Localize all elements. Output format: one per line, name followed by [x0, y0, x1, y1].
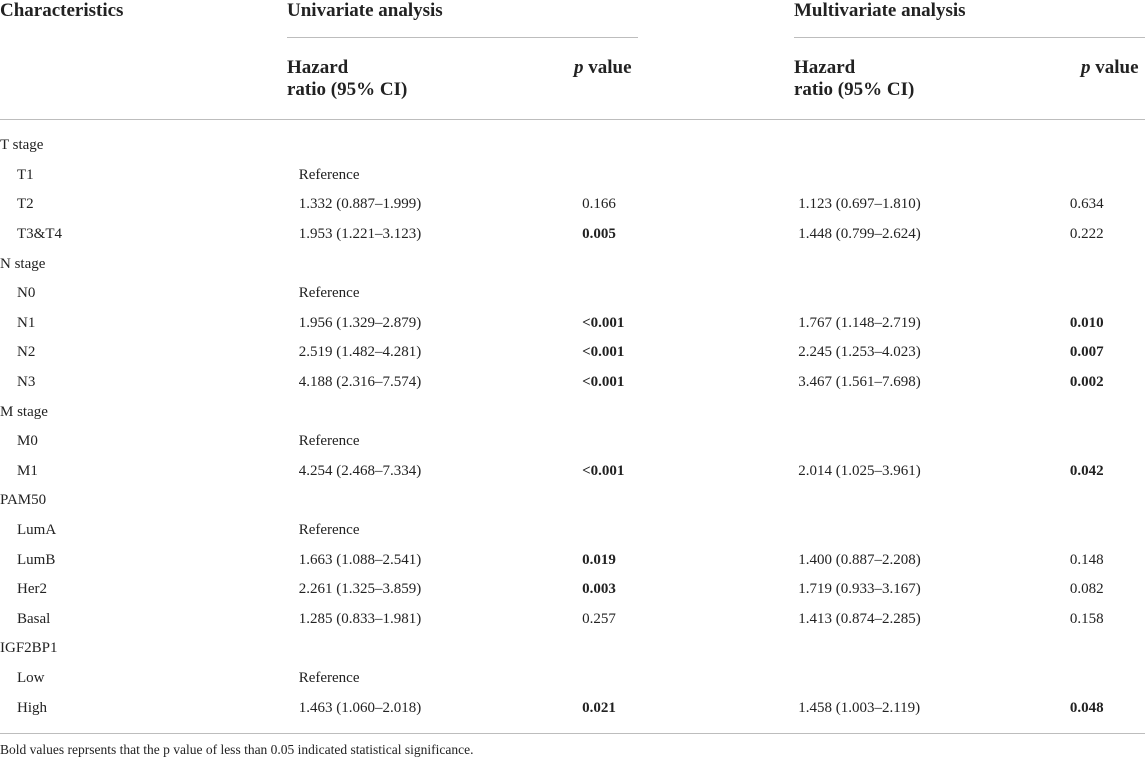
table-row	[0, 368, 1145, 398]
header-multi-hr-line2: ratio (95% CI)	[794, 79, 915, 100]
multi-hr-cell: 1.448 (0.799–2.624)	[798, 226, 921, 243]
uni-p-cell	[582, 279, 798, 309]
table-row	[0, 279, 1145, 309]
uni-hr-cell: Reference	[298, 522, 360, 539]
row-label: M1	[17, 462, 38, 479]
group-row	[0, 634, 1145, 664]
multi-p-cell: 0.007	[1069, 344, 1104, 361]
header-univariate: Univariate analysis	[287, 0, 443, 21]
header-multi-p-italic: p	[1081, 57, 1091, 78]
uni-hr-cell: 2.519 (1.482–4.281)	[298, 344, 422, 361]
row-label: Basal	[17, 610, 51, 627]
multi-p-cell	[1070, 161, 1145, 191]
uni-hr-cell: 1.953 (1.221–3.123)	[298, 226, 422, 243]
uni-hr-cell: 4.188 (2.316–7.574)	[298, 374, 422, 391]
uni-hr-cell: Reference	[298, 285, 360, 302]
multi-p-cell	[1070, 486, 1145, 516]
table-row	[0, 693, 1145, 723]
multi-p-cell: 0.222	[1069, 226, 1104, 243]
uni-hr-cell: 1.663 (1.088–2.541)	[298, 551, 422, 568]
row-label: T1	[17, 166, 34, 183]
uni-p-cell: <0.001	[582, 374, 625, 391]
row-label: M0	[17, 433, 38, 450]
header-uni-p-italic: p	[574, 57, 584, 78]
uni-hr-cell: Reference	[298, 166, 360, 183]
row-label: PAM50	[0, 492, 47, 509]
multi-hr-cell: 1.400 (0.887–2.208)	[798, 551, 921, 568]
uni-p-cell	[582, 427, 798, 457]
multi-p-cell	[1070, 279, 1145, 309]
multi-hr-cell	[798, 516, 1070, 546]
row-label: N stage	[0, 255, 46, 272]
uni-hr-cell: 4.254 (2.468–7.334)	[298, 462, 422, 479]
uni-hr-cell: 1.463 (1.060–2.018)	[298, 699, 422, 716]
uni-p-cell	[582, 249, 798, 279]
multi-hr-cell	[798, 161, 1070, 191]
uni-p-cell: 0.257	[582, 610, 616, 627]
multi-hr-cell: 1.458 (1.003–2.119)	[798, 699, 921, 716]
uni-p-cell: <0.001	[582, 462, 625, 479]
multi-p-cell	[1070, 249, 1145, 279]
uni-p-cell	[582, 486, 798, 516]
table-row	[0, 545, 1145, 575]
header-multi-p-rest: value	[1090, 57, 1139, 78]
multi-hr-cell: 2.245 (1.253–4.023)	[798, 344, 921, 361]
row-label: N2	[17, 344, 36, 361]
multi-p-cell: 0.048	[1069, 699, 1104, 716]
uni-p-cell	[582, 131, 798, 161]
row-label: T3&T4	[17, 226, 62, 243]
uni-hr-cell: 1.956 (1.329–2.879)	[298, 314, 422, 331]
header-uni-p-rest: value	[583, 57, 632, 78]
header-multi-hr	[794, 57, 914, 101]
multi-hr-cell	[798, 397, 1070, 427]
uni-p-cell: 0.021	[582, 699, 616, 716]
header-uni-hr-line1: Hazard	[287, 57, 349, 78]
row-label: High	[17, 699, 47, 716]
row-label: LumB	[17, 551, 56, 568]
multi-hr-cell	[798, 279, 1070, 309]
header-bottom-rule	[0, 119, 1145, 120]
header-multivariate: Multivariate analysis	[794, 0, 966, 21]
table-row	[0, 190, 1145, 220]
uni-p-cell	[582, 634, 798, 664]
header-characteristics: Characteristics	[0, 0, 124, 21]
uni-p-cell: 0.005	[582, 226, 616, 243]
table-row	[0, 338, 1145, 368]
uni-hr-cell: 2.261 (1.325–3.859)	[298, 581, 422, 598]
multi-hr-cell: 1.413 (0.874–2.285)	[798, 610, 921, 627]
uni-p-cell: 0.019	[582, 551, 616, 568]
multi-p-cell	[1070, 131, 1145, 161]
multi-hr-cell	[798, 427, 1070, 457]
group-row	[0, 486, 1145, 516]
multi-hr-cell	[798, 634, 1070, 664]
multi-p-cell: 0.148	[1069, 551, 1104, 568]
multi-p-cell: 0.002	[1069, 374, 1104, 391]
uni-hr-cell	[299, 634, 582, 664]
multi-hr-cell	[798, 664, 1070, 694]
header-uni-p	[574, 57, 632, 79]
table-row	[0, 220, 1145, 250]
row-label: Low	[17, 669, 45, 686]
table-row	[0, 516, 1145, 546]
header-uni-hr-line2: ratio (95% CI)	[287, 79, 408, 100]
multi-hr-cell: 1.767 (1.148–2.719)	[798, 314, 921, 331]
uni-p-cell: 0.003	[582, 581, 616, 598]
uni-hr-cell	[299, 397, 582, 427]
multi-hr-cell: 3.467 (1.561–7.698)	[798, 374, 921, 391]
uni-p-cell	[582, 161, 798, 191]
group-row	[0, 249, 1145, 279]
row-label: M stage	[0, 403, 48, 420]
uni-p-cell: 0.166	[582, 196, 616, 213]
uni-p-cell: <0.001	[582, 314, 625, 331]
table-body	[0, 131, 1145, 723]
multi-p-cell	[1070, 634, 1145, 664]
multi-p-cell: 0.634	[1069, 196, 1104, 213]
row-label: N3	[17, 374, 36, 391]
header-uni-hr	[287, 57, 407, 101]
header-multi-p	[1081, 57, 1139, 79]
table-row	[0, 605, 1145, 635]
table-bottom-rule	[0, 733, 1145, 734]
table-row	[0, 664, 1145, 694]
footnote: Bold values reprsents that the p value of less than 0.05 indicated statistical significance.	[0, 742, 474, 757]
header-multi-hr-line1: Hazard	[794, 57, 856, 78]
uni-p-cell	[582, 397, 798, 427]
row-label: Her2	[17, 581, 47, 598]
multi-p-cell: 0.082	[1069, 581, 1104, 598]
table-row	[0, 309, 1145, 339]
row-label: N1	[17, 314, 36, 331]
uni-hr-cell: Reference	[298, 669, 360, 686]
multi-p-cell: 0.042	[1069, 462, 1104, 479]
uni-hr-cell	[299, 486, 582, 516]
group-row	[0, 131, 1145, 161]
uni-hr-cell: 1.285 (0.833–1.981)	[298, 610, 422, 627]
group-row	[0, 397, 1145, 427]
uni-hr-cell: 1.332 (0.887–1.999)	[298, 196, 422, 213]
uni-hr-cell: Reference	[298, 433, 360, 450]
row-label: LumA	[17, 522, 57, 539]
multi-hr-cell: 2.014 (1.025–3.961)	[798, 462, 921, 479]
row-label: T2	[17, 196, 34, 213]
multi-p-cell	[1070, 427, 1145, 457]
data-table	[0, 131, 1145, 723]
multi-hr-cell: 1.719 (0.933–3.167)	[798, 581, 921, 598]
multi-p-cell: 0.158	[1069, 610, 1104, 627]
uni-hr-cell	[299, 249, 582, 279]
row-label: IGF2BP1	[0, 640, 58, 657]
row-label: T stage	[0, 137, 44, 154]
multi-p-cell	[1070, 516, 1145, 546]
multi-hr-cell: 1.123 (0.697–1.810)	[798, 196, 921, 213]
multi-hr-cell	[798, 131, 1070, 161]
multi-p-cell	[1070, 664, 1145, 694]
row-label: N0	[17, 285, 36, 302]
table-row	[0, 427, 1145, 457]
table-row	[0, 457, 1145, 487]
multi-hr-cell	[798, 486, 1070, 516]
multi-p-cell: 0.010	[1069, 314, 1104, 331]
multi-p-cell	[1070, 397, 1145, 427]
table-row	[0, 575, 1145, 605]
uni-p-cell: <0.001	[582, 344, 625, 361]
uni-p-cell	[582, 516, 798, 546]
multivariate-underline	[794, 37, 1145, 38]
uni-hr-cell	[299, 131, 582, 161]
uni-p-cell	[582, 664, 798, 694]
univariate-underline	[287, 37, 638, 38]
multi-hr-cell	[798, 249, 1070, 279]
table-row	[0, 161, 1145, 191]
